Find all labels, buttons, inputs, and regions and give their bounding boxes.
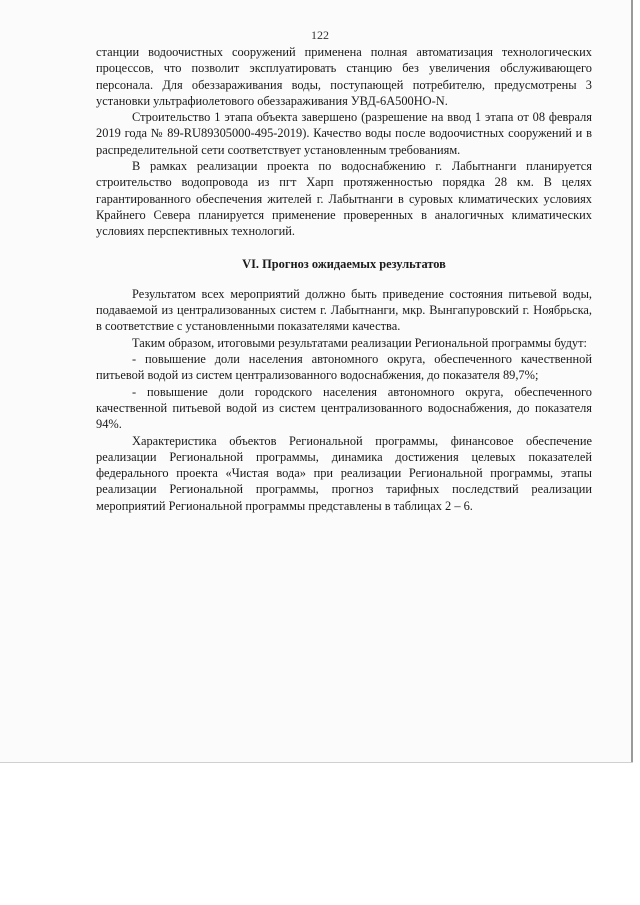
paragraph: В рамках реализации проекта по водоснабжению г. Лабытнанги планируется строительство водопровода из пгт Харп протяженностью порядка 28 км. В целях гарантированного обеспечения жителей г. Лабытнанги в суровых климатических условиях Крайнего Севера планируется применение проверенных в аналогичных климатических условиях перспективных технологий. — [96, 159, 592, 239]
list-item: - повышение доли населения автономного округа, обеспеченного качественной питьевой водой из систем централизованного водоснабжения, до показателя 89,7%; — [96, 352, 592, 383]
document-body — [96, 44, 592, 514]
list-item: - повышение доли городского населения автономного округа, обеспеченного качественной питьевой водой из систем централизованного водоснабжения, до показателя 94%. — [96, 384, 592, 432]
section-heading: VI. Прогноз ожидаемых результатов — [242, 256, 446, 271]
paragraph: Характеристика объектов Региональной программы, финансовое обеспечение реализации Региональной программы, динамика достижения целевых показателей федерального проекта «Чистая вода» при реализации Региональной программы, этапы реализации Региональной программы, прогноз тарифных последствий реализации мероприятий Региональной программы представлены в таблицах 2 – 6. — [96, 433, 592, 513]
paragraph: Строительство 1 этапа объекта завершено (разрешение на ввод 1 этапа от 08 февраля 2019 года № 89-RU89305000-495-2019). Качество воды после водоочистных сооружений и в распределительной сети соответствует установленным требованиям. — [96, 110, 592, 157]
scan-edge — [631, 0, 633, 762]
paragraph: станции водоочистных сооружений применена полная автоматизация технологических процессов, что позволит эксплуатировать станцию без увеличения обслуживающего персонала. Для обеззараживания воды, поступающей потребителю, предусмотрены 3 установки ультрафиолетового обеззараживания УВД-6А500НО-N. — [96, 45, 592, 108]
page-number: 122 — [311, 28, 329, 42]
paragraph: Таким образом, итоговыми результатами реализации Региональной программы будут: — [132, 335, 587, 350]
paragraph: Результатом всех мероприятий должно быть приведение состояния питьевой воды, подаваемой из централизованных систем г. Лабытнанги, мкр. Вынгапуровский г. Ноябрьска, в соответствие с установленными показателями качества. — [96, 286, 592, 334]
